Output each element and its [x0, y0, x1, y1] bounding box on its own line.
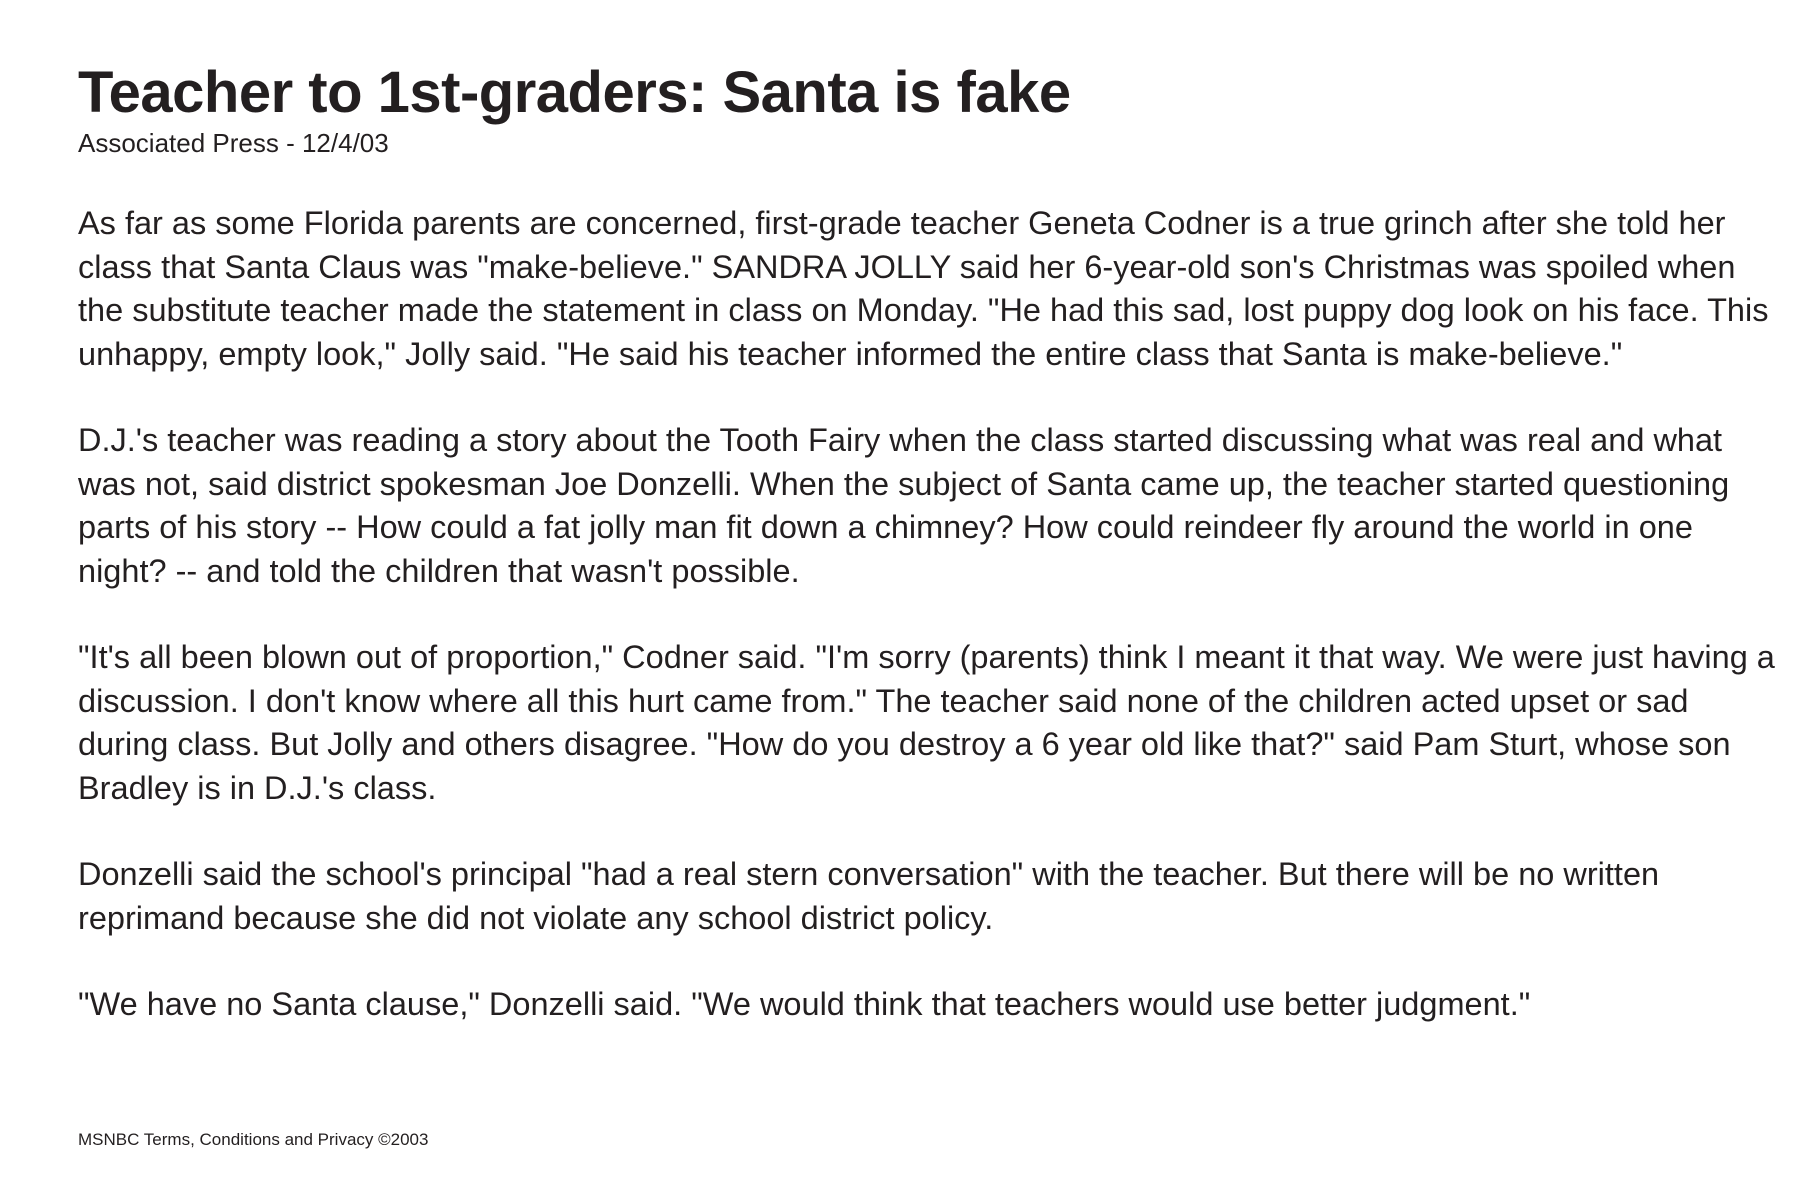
paragraph-4: Donzelli said the school's principal "had a real stern conversation" with the teacher. But there will be no written reprimand because she did not violate any school district policy. — [78, 856, 1660, 936]
paragraph-2: D.J.'s teacher was reading a story about the Tooth Fairy when the class started discussing what was real and what was not, said district spokesman Joe Donzelli. When the subject of Santa came up, the teacher started questioning parts of his story -- How could a fat jolly man fit down a chimney? How could reindeer fly around the world in one night? -- and told the children that wasn't possible. — [78, 422, 1730, 589]
paragraph-1: As far as some Florida parents are concerned, first-grade teacher Geneta Codner is a true grinch after she told her class that Santa Claus was "make-believe." SANDRA JOLLY said her 6-year-old son's Christmas was spoiled when the substitute teacher made the statement in class on Monday. "He had this sad, lost puppy dog look on his face. This unhappy, empty look," Jolly said. "He said his teacher informed the entire class that Santa is make-believe." — [78, 205, 1769, 372]
article-body — [78, 202, 1778, 1027]
paragraph-3: "It's all been blown out of proportion," Codner said. "I'm sorry (parents) think I meant it that way. We were just having a discussion. I don't know where all this hurt came from." The teacher said none of the children acted upset or sad during class. But Jolly and others disagree. "How do you destroy a 6 year old like that?" said Pam Sturt, whose son Bradley is in D.J.'s class. — [78, 639, 1775, 806]
paragraph-5: "We have no Santa clause," Donzelli said. "We would think that teachers would use better judgment." — [78, 986, 1531, 1022]
headline: Teacher to 1st-graders: Santa is fake — [78, 60, 1071, 125]
byline: Associated Press - 12/4/03 — [78, 128, 389, 158]
footer-copyright: MSNBC Terms, Conditions and Privacy ©2003 — [78, 1130, 429, 1149]
article — [78, 58, 1778, 1070]
